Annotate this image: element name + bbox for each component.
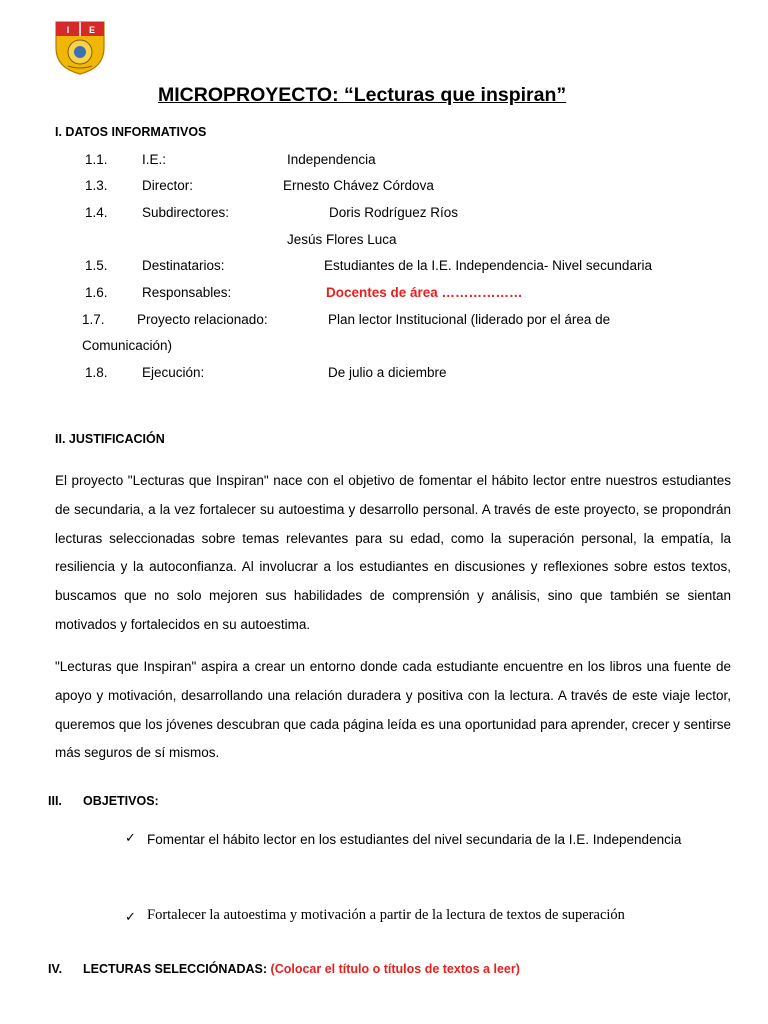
section-3-number: III. xyxy=(48,794,62,808)
row-value: Plan lector Institucional (liderado por el área de xyxy=(328,312,611,327)
row-value: Ernesto Chávez Córdova xyxy=(283,178,434,193)
section-4-note: (Colocar el título o títulos de textos a leer) xyxy=(270,962,520,976)
row-value-cont: Comunicación) xyxy=(82,338,173,353)
section-4-heading xyxy=(83,962,520,976)
row-value-2: Jesús Flores Luca xyxy=(287,232,397,247)
row-label: Responsables: xyxy=(142,285,232,300)
row-value: De julio a diciembre xyxy=(328,365,447,380)
responsables-value: Docentes de área ……………… xyxy=(326,285,523,300)
section-1-heading: I. DATOS INFORMATIVOS xyxy=(55,125,207,139)
row-label: Ejecución: xyxy=(142,365,205,380)
page-title: MICROPROYECTO: “Lecturas que inspiran” xyxy=(158,84,567,106)
row-num: 1.7. xyxy=(82,312,105,327)
justification-paragraph-2: "Lecturas que Inspiran" aspira a crear un entorno donde cada estudiante encuentre en los libros una fuente de apoyo y motivación, desarrollando una relación duradera y positiva con la lectura. A través de este viaje lector, queremos que los jóvenes descubran que cada página leída es una oportunidad para aprender, crecer y sentirse más seguros de sí mismos. xyxy=(55,659,731,761)
row-value: Doris Rodríguez Ríos xyxy=(329,205,459,220)
row-num: 1.6. xyxy=(85,285,108,300)
checkmark-icon: ✓ xyxy=(125,830,136,845)
objective-item-1: Fomentar el hábito lector en los estudiantes del nivel secundaria de la I.E. Independencia xyxy=(147,832,682,847)
school-crest-logo xyxy=(52,18,108,76)
row-label: Proyecto relacionado: xyxy=(137,312,268,327)
logo-letter-e: E xyxy=(88,25,96,35)
section-4-title: LECTURAS SELECCIÓNADAS: xyxy=(83,962,268,976)
row-label: Destinatarios: xyxy=(142,258,225,273)
row-label: Director: xyxy=(142,178,194,193)
row-num: 1.1. xyxy=(85,152,108,167)
section-2-heading: II. JUSTIFICACIÓN xyxy=(55,432,165,446)
logo-letter-i: I xyxy=(66,25,70,35)
row-num: 1.5. xyxy=(85,258,108,273)
row-label: I.E.: xyxy=(142,152,167,167)
objective-item-2: Fortalecer la autoestima y motivación a partir de la lectura de textos de superación xyxy=(147,907,625,923)
row-value: Independencia xyxy=(287,152,376,167)
row-value: Estudiantes de la I.E. Independencia- Nivel secundaria xyxy=(324,258,652,273)
section-3-heading: OBJETIVOS: xyxy=(83,794,159,808)
justification-paragraph-1: El proyecto "Lecturas que Inspiran" nace con el objetivo de fomentar el hábito lector entre nuestros estudiantes de secundaria, a la vez fortalecer su autoestima y desarrollo personal. A través de este proyecto, se propondrán lecturas seleccionadas sobre temas relevantes para su edad, como la superación personal, la empatía, la resiliencia y la autoconfianza. Al involucrar a los estudiantes en discusiones y reflexiones sobre estos textos, buscamos que no solo mejoren sus habilidades de comprensión y análisis, sino que también se sientan motivados y fortalecidos en su autoestima. xyxy=(55,473,731,632)
row-num: 1.4. xyxy=(85,205,108,220)
section-4-number: IV. xyxy=(48,962,63,976)
row-num: 1.3. xyxy=(85,178,108,193)
checkmark-icon: ✓ xyxy=(125,909,136,924)
row-label: Subdirectores: xyxy=(142,205,230,220)
row-num: 1.8. xyxy=(85,365,108,380)
